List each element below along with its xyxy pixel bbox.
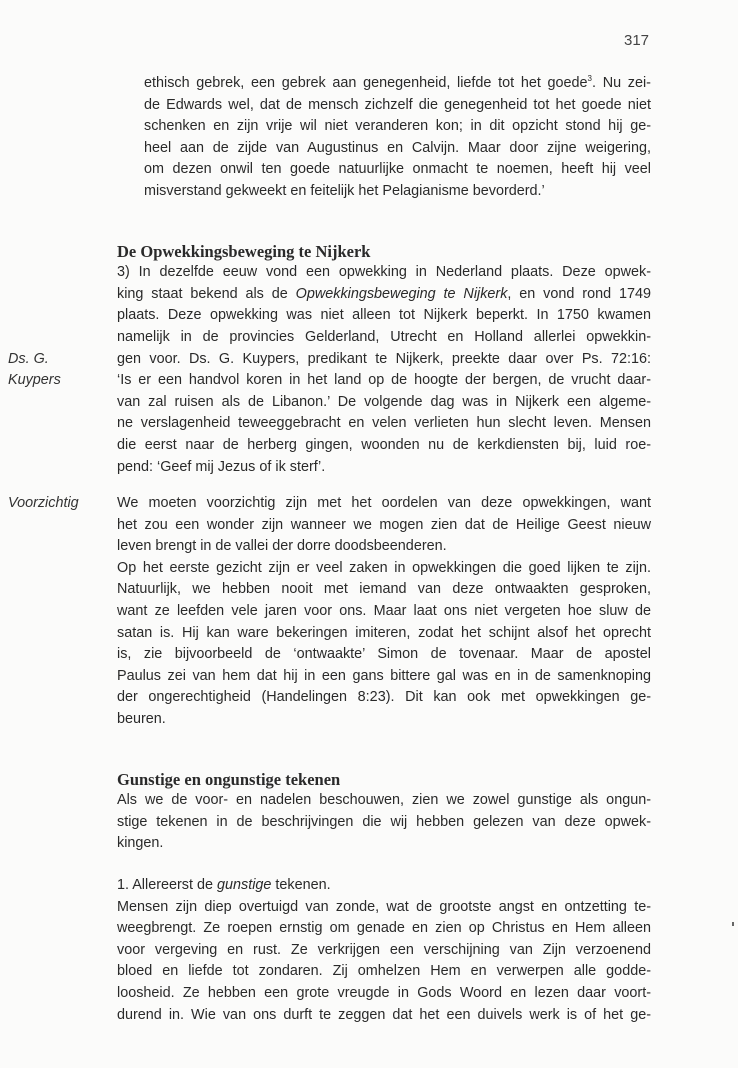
paragraph <box>117 262 651 478</box>
text-segment: 1. Allereerst de <box>117 877 217 893</box>
margin-note-kuypers <box>8 349 61 392</box>
text-line: Natuurlijk, we hebben nooit met iemand van deze ontwaakten gesproken, <box>117 581 651 598</box>
paragraph-gap <box>117 855 651 875</box>
paragraph-gap <box>117 731 651 769</box>
text-segment: tekenen. <box>271 877 331 893</box>
section-heading: Gunstige en ongunstige tekenen <box>117 769 341 789</box>
paragraph <box>117 897 651 1027</box>
text-line: namelijk in de provincies Gelderland, Utrecht en Holland allerlei opwekkin- <box>117 328 651 345</box>
text-line: leven brengt in de vallei der dorre doodsbeenderen. <box>117 538 447 555</box>
paragraph <box>117 875 651 897</box>
paragraph-gap <box>117 203 651 241</box>
text-line: kingen. <box>117 835 164 852</box>
text-line: 3) In dezelfde eeuw vond een opwekking in Nederland plaats. Deze opwek- <box>117 264 651 281</box>
paragraph <box>117 493 651 558</box>
text-line <box>117 284 651 306</box>
text-line: van zal ruisen als de Libanon.’ De volgende dag was in Nijkerk een algeme- <box>117 393 651 410</box>
text-line: heel aan de zijde van Augustinus en Calvijn. Maar door zijne weigering, <box>144 139 651 156</box>
italic-text: gunstige <box>217 877 272 893</box>
text-line: gen voor. Ds. G. Kuypers, predikant te Nijkerk, preekte daar over Ps. 72:16: <box>117 350 651 367</box>
text-line: het zou een wonder zijn wanneer we mogen zien dat de Heilige Geest nieuw <box>117 516 651 533</box>
text-line <box>144 73 651 95</box>
text-line: We moeten voorzichtig zijn met het oordelen van deze opwekkingen, want <box>117 495 651 512</box>
text-line: is, zie bijvoorbeeld de ‘ontwaakte’ Simon de tovenaar. Maar de apostel <box>117 646 651 663</box>
text-line: der ongerechtigheid (Handelingen 8:23). Dit kan ook met opwekkingen ge- <box>117 689 651 706</box>
text-line: beuren. <box>117 711 166 728</box>
paragraph-gap <box>117 478 651 493</box>
text-line: durend in. Wie van ons durft te zeggen dat het een duivels werk is of het ge- <box>117 1006 651 1023</box>
body-text <box>117 73 651 1026</box>
text-line: Paulus zei van hem dat hij in een gans bittere gal was en in de samenknoping <box>117 667 651 684</box>
text-segment: . Nu zei- <box>592 75 651 91</box>
text-line: bloed en liefde tot zondaren. Zij omhelzen Hem en verwerpen alle godde- <box>117 963 651 980</box>
text-line: Op het eerste gezicht zijn er veel zaken in opwekkingen die goed lijken te zijn. <box>117 559 651 576</box>
margin-note-line: Kuypers <box>8 372 61 389</box>
text-line: Als we de voor- en nadelen beschouwen, zien we zowel gunstige als ongun- <box>117 792 651 809</box>
scan-speck <box>732 922 734 926</box>
margin-note-line: Ds. G. <box>8 350 49 367</box>
text-line: stige tekenen in de beschrijvingen die wij hebben gelezen van deze opwek- <box>117 813 651 830</box>
text-line: schenken en zijn vrije wil niet veranderen kon; in dit opzicht stond hij ge- <box>144 118 651 135</box>
text-line: misverstand gekweekt en feitelijk het Pelagianisme bevorderd.’ <box>144 182 545 199</box>
text-segment: ethisch gebrek, een gebrek aan genegenheid, liefde tot het goede <box>144 75 588 91</box>
text-segment: king staat bekend als de <box>117 285 296 302</box>
text-line: plaats. Deze opwekking was niet alleen tot Nijkerk beperkt. In 1750 kwamen <box>117 307 651 324</box>
italic-text: Opwekkingsbeweging te Nijkerk <box>295 285 508 302</box>
margin-note-voorzichtig: Voorzichtig <box>8 495 79 512</box>
text-line: satan is. Hij kan ware bekeringen imiteren, zodat het schijnt alsof het oprecht <box>117 624 651 641</box>
text-line: loosheid. Ze hebben een grote vreugde in Gods Woord en lezen daar voort- <box>117 984 651 1001</box>
text-line: de Edwards wel, dat de mensch zichzelf die genegenheid tot het goede niet <box>144 96 651 113</box>
text-line: die eerst naar de herberg gingen, woonden nu de kerkdiensten bij, luid roe- <box>117 436 651 453</box>
text-line: want ze leefden vele jaren voor ons. Maar laat ons niet vergeten hoe sluw de <box>117 603 651 620</box>
text-line: pend: ‘Geef mij Jezus of ik sterf’. <box>117 458 326 475</box>
text-line: weegbrengt. Ze roepen ernstig om genade en zien op Christus en Hem alleen <box>117 920 651 937</box>
section-heading: De Opwekkingsbeweging te Nijkerk <box>117 241 371 261</box>
paragraph <box>117 558 651 731</box>
text-line: ne verslagenheid teweeggebracht en velen verlieten hun slecht leven. Mensen <box>117 415 651 432</box>
text-line: voor vergeving en rust. Ze verkrijgen een verschijning van Zijn verzoenend <box>117 941 651 958</box>
paragraph <box>117 790 651 855</box>
page-number: 317 <box>624 32 650 49</box>
footnote-ref: 3 <box>587 74 592 84</box>
text-segment: , en vond rond 1749 <box>507 285 651 302</box>
text-line: ‘Is er een handvol koren in het land op de hoogte der bergen, de vrucht daar- <box>117 372 651 389</box>
text-line: om dezen onwil ten goede natuurlijke onmacht te noemen, heeft hij veel <box>144 161 651 178</box>
text-line <box>117 875 651 897</box>
text-line: Mensen zijn diep overtuigd van zonde, wat de grootste angst en ontzetting te- <box>117 898 651 915</box>
block-quote <box>117 73 651 203</box>
